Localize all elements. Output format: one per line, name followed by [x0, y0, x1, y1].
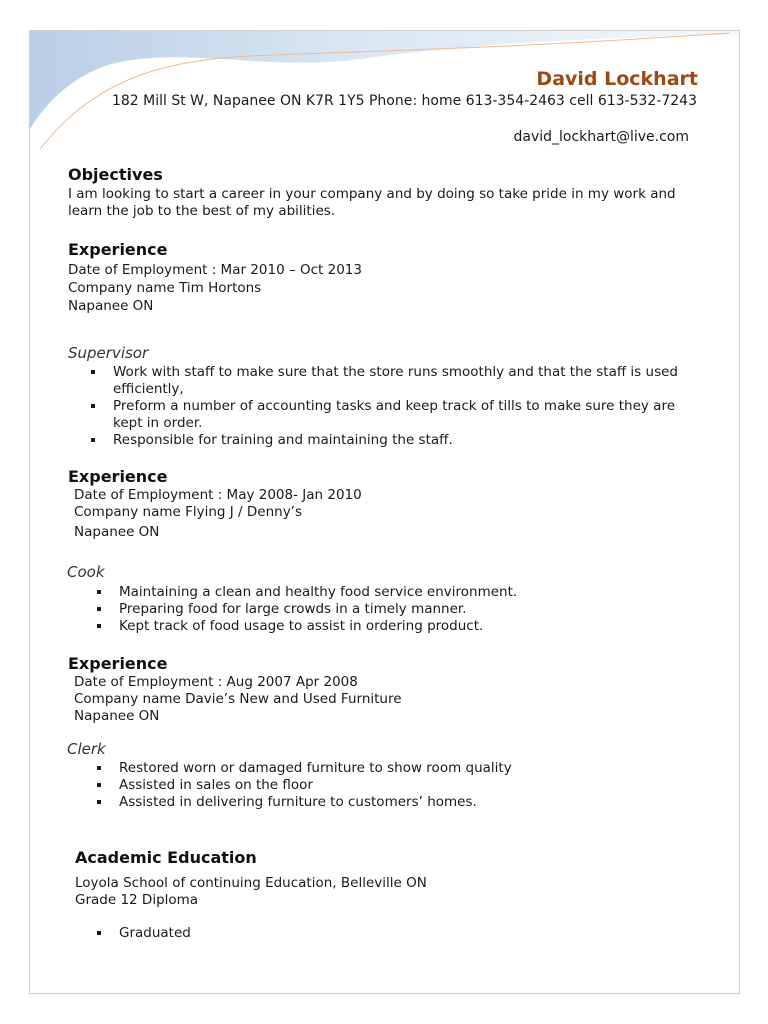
- bullet-icon: [91, 438, 95, 442]
- list-item: Restored worn or damaged furniture to show room quality: [119, 760, 699, 777]
- job-role: Supervisor: [68, 344, 149, 362]
- diploma: Grade 12 Diploma: [75, 892, 199, 908]
- company-name: Company name Davie’s New and Used Furniture: [74, 691, 402, 707]
- employment-date: Date of Employment : May 2008- Jan 2010: [74, 487, 362, 503]
- bullet-icon: [97, 783, 101, 787]
- list-item: Work with staff to make sure that the store runs smoothly and that the staff is used efficiently,: [113, 364, 703, 398]
- bullet-icon: [91, 370, 95, 374]
- company-location: Napanee ON: [68, 298, 154, 314]
- list-item: Responsible for training and maintaining the staff.: [113, 432, 703, 449]
- education-heading: Academic Education: [75, 848, 257, 867]
- objectives-text: I am looking to start a career in your company and by doing so take pride in my work and learn the job to the best of my abilities.: [68, 186, 676, 219]
- bullet-icon: [97, 624, 101, 628]
- experience-heading: Experience: [68, 654, 168, 673]
- bullet-icon: [97, 766, 101, 770]
- employment-date: Date of Employment : Aug 2007 Apr 2008: [74, 674, 358, 690]
- list-item: Graduated: [119, 925, 699, 942]
- objectives-heading: Objectives: [68, 165, 163, 184]
- company-location: Napanee ON: [74, 708, 160, 724]
- contact-address: 182 Mill St W, Napanee ON K7R 1Y5 Phone: home 613-354-2463 cell 613-532-7243: [111, 93, 697, 109]
- contact-email: david_lockhart@live.com: [513, 129, 689, 145]
- candidate-name: David Lockhart: [536, 68, 698, 90]
- bullet-icon: [97, 607, 101, 611]
- bullet-icon: [97, 931, 101, 935]
- school-name: Loyola School of continuing Education, Belleville ON: [75, 875, 427, 891]
- company-name: Company name Tim Hortons: [68, 280, 262, 296]
- bullet-icon: [97, 590, 101, 594]
- job-role: Cook: [67, 563, 105, 581]
- duty-list: [119, 760, 699, 811]
- list-item: Maintaining a clean and healthy food service environment.: [119, 584, 699, 601]
- employment-date: Date of Employment : Mar 2010 – Oct 2013: [68, 262, 362, 278]
- list-item: Preparing food for large crowds in a timely manner.: [119, 601, 699, 618]
- list-item: Assisted in sales on the floor: [119, 777, 699, 794]
- company-location: Napanee ON: [74, 524, 160, 540]
- list-item: Assisted in delivering furniture to customers’ homes.: [119, 794, 699, 811]
- education-list: [119, 925, 699, 942]
- bullet-icon: [91, 404, 95, 408]
- experience-heading: Experience: [68, 467, 168, 486]
- duty-list: [119, 584, 699, 635]
- bullet-icon: [97, 800, 101, 804]
- resume-page: [29, 30, 740, 994]
- job-role: Clerk: [67, 740, 106, 758]
- experience-heading: Experience: [68, 240, 168, 259]
- list-item: Kept track of food usage to assist in ordering product.: [119, 618, 699, 635]
- company-name: Company name Flying J / Denny’s: [74, 504, 303, 520]
- list-item: Preform a number of accounting tasks and keep track of tills to make sure they are kept in order.: [113, 398, 703, 432]
- duty-list: [113, 364, 703, 449]
